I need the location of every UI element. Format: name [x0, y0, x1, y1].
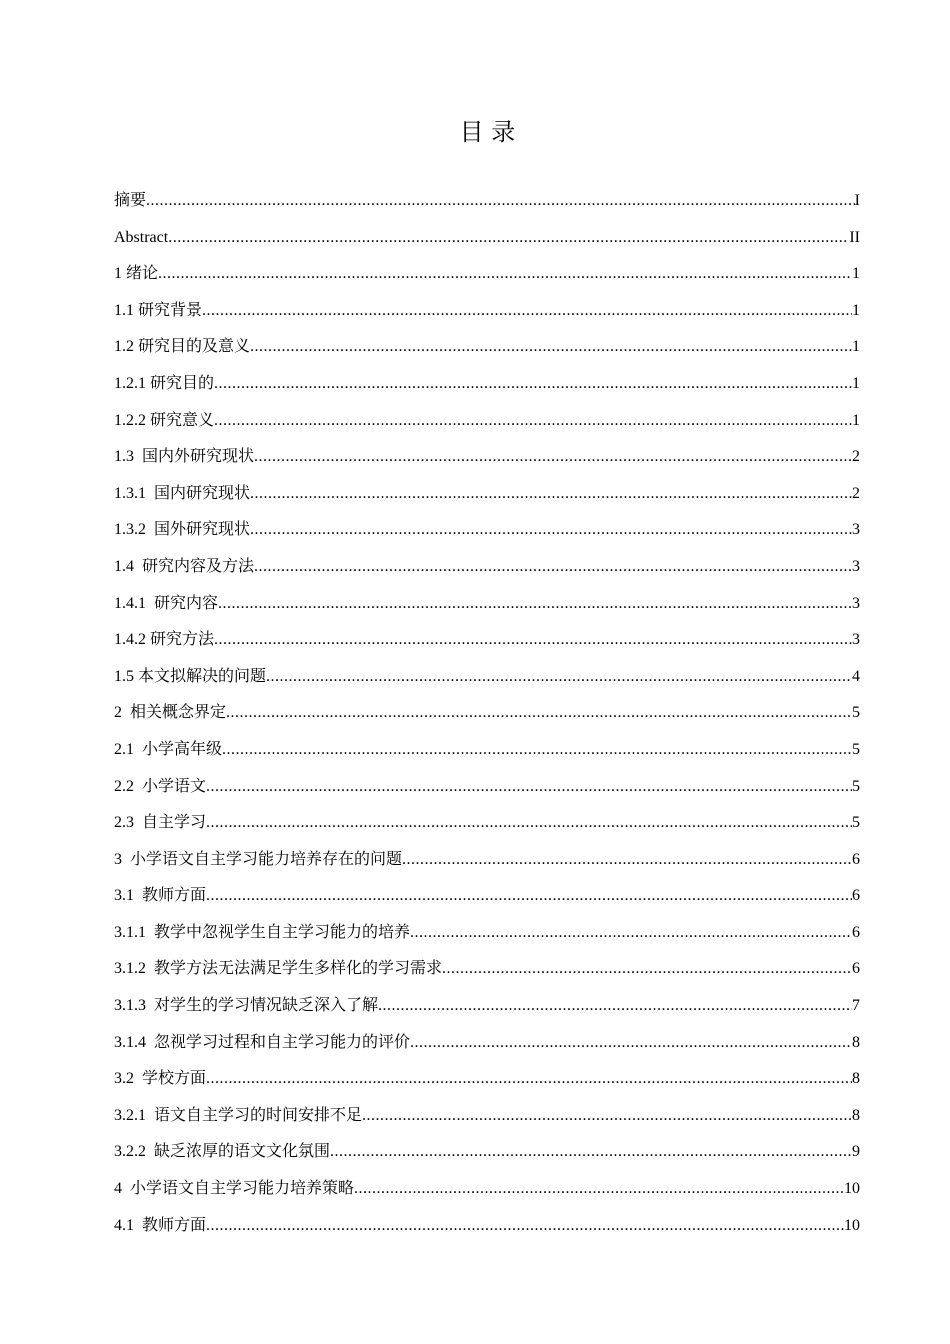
- toc-entry[interactable]: [114, 1098, 860, 1135]
- toc-entry-page-number: 3: [852, 594, 860, 612]
- toc-entry-page-number: 3: [852, 631, 860, 649]
- toc-entry-page-number: 2: [852, 484, 860, 502]
- toc-entry-label: 1.2 研究目的及意义: [114, 338, 251, 356]
- toc-entry-page-number: 8: [852, 1070, 860, 1088]
- toc-entry-page-number: 7: [852, 997, 860, 1015]
- toc-entry-page-number: 4: [852, 667, 860, 685]
- toc-entry-page-number: 10: [844, 1216, 860, 1234]
- toc-dot-leader: [378, 988, 852, 1025]
- toc-entry[interactable]: [114, 549, 860, 586]
- toc-entry-label: 1.4.2 研究方法: [114, 631, 215, 649]
- toc-entry-page-number: II: [849, 228, 860, 246]
- toc-entry-label: 1.1 研究背景: [114, 301, 203, 319]
- toc-entry[interactable]: [114, 183, 860, 220]
- toc-entry[interactable]: [114, 915, 860, 952]
- page-title: 目 录: [459, 118, 516, 146]
- toc-dot-leader: [226, 695, 852, 732]
- toc-dot-leader: [206, 805, 852, 842]
- toc-entry-label: Abstract: [114, 228, 169, 246]
- toc-dot-leader: [146, 183, 855, 220]
- toc-entry[interactable]: [114, 512, 860, 549]
- toc-entry[interactable]: [114, 366, 860, 403]
- toc-dot-leader: [410, 915, 852, 952]
- toc-entry-page-number: 5: [852, 814, 860, 832]
- toc-entry-label: 4 小学语文自主学习能力培养策略: [114, 1180, 355, 1198]
- toc-entry-page-number: 3: [852, 557, 860, 575]
- toc-dot-leader: [250, 476, 852, 513]
- toc-entry[interactable]: [114, 476, 860, 513]
- toc-entry-label: 1.3.1 国内研究现状: [114, 484, 251, 502]
- toc-entry-label: 2.2 小学语文: [114, 777, 207, 795]
- toc-dot-leader: [442, 951, 852, 988]
- toc-dot-leader: [250, 512, 852, 549]
- toc-entry-page-number: 1: [852, 374, 860, 392]
- toc-entry-label: 4.1 教师方面: [114, 1216, 207, 1234]
- toc-entry[interactable]: [114, 1134, 860, 1171]
- toc-entry-label: 3.1.4 忽视学习过程和自主学习能力的评价: [114, 1033, 411, 1051]
- toc-entry-label: 1 绪论: [114, 265, 159, 283]
- toc-entry-label: 3.1.3 对学生的学习情况缺乏深入了解: [114, 997, 379, 1015]
- toc-entry-page-number: 10: [844, 1180, 860, 1198]
- toc-entry-label: 2 相关概念界定: [114, 704, 227, 722]
- toc-entry-page-number: 3: [852, 521, 860, 539]
- toc-entry-page-number: 6: [852, 850, 860, 868]
- toc-entry-label: 1.2.2 研究意义: [114, 411, 215, 429]
- toc-entry-label: 2.1 小学高年级: [114, 740, 223, 758]
- toc-entry[interactable]: [114, 329, 860, 366]
- toc-dot-leader: [362, 1098, 852, 1135]
- toc-dot-leader: [214, 403, 852, 440]
- toc-entry-label: 摘要: [114, 192, 147, 209]
- toc-entry-label: 3.2.1 语文自主学习的时间安排不足: [114, 1106, 363, 1124]
- toc-dot-leader: [206, 769, 852, 806]
- toc-dot-leader: [206, 878, 852, 915]
- toc-entry-page-number: 1: [852, 411, 860, 429]
- toc-entry-label: 3 小学语文自主学习能力培养存在的问题: [114, 850, 403, 868]
- toc-entry[interactable]: [114, 988, 860, 1025]
- toc-entry[interactable]: [114, 586, 860, 623]
- toc-entry-label: 3.1.1 教学中忽视学生自主学习能力的培养: [114, 923, 411, 941]
- toc-entry-page-number: 9: [852, 1143, 860, 1161]
- toc-entry-page-number: 5: [852, 740, 860, 758]
- toc-entry-label: 1.4.1 研究内容: [114, 594, 219, 612]
- toc-dot-leader: [410, 1025, 852, 1062]
- toc-dot-leader: [206, 1061, 852, 1098]
- table-of-contents: [114, 183, 860, 1244]
- toc-entry[interactable]: [114, 951, 860, 988]
- toc-dot-leader: [250, 329, 852, 366]
- toc-dot-leader: [266, 659, 852, 696]
- toc-entry[interactable]: [114, 403, 860, 440]
- toc-entry[interactable]: [114, 256, 860, 293]
- toc-entry-label: 3.1 教师方面: [114, 887, 207, 905]
- toc-entry[interactable]: [114, 220, 860, 257]
- toc-dot-leader: [168, 220, 849, 257]
- toc-entry-label: 1.3.2 国外研究现状: [114, 521, 251, 539]
- toc-entry[interactable]: [114, 439, 860, 476]
- toc-dot-leader: [202, 293, 852, 330]
- toc-entry-page-number: 1: [852, 301, 860, 319]
- toc-entry-page-number: 5: [852, 704, 860, 722]
- toc-entry-label: 3.2 学校方面: [114, 1070, 207, 1088]
- toc-entry-label: 1.3 国内外研究现状: [114, 448, 255, 466]
- toc-dot-leader: [254, 549, 852, 586]
- toc-entry[interactable]: [114, 293, 860, 330]
- toc-entry-page-number: I: [854, 192, 860, 209]
- toc-entry-page-number: 2: [852, 448, 860, 466]
- toc-entry[interactable]: [114, 1171, 860, 1208]
- toc-dot-leader: [222, 732, 852, 769]
- toc-dot-leader: [158, 256, 852, 293]
- toc-dot-leader: [206, 1208, 844, 1245]
- toc-entry[interactable]: [114, 1061, 860, 1098]
- toc-dot-leader: [330, 1134, 852, 1171]
- toc-entry-page-number: 6: [852, 923, 860, 941]
- toc-entry[interactable]: [114, 1208, 860, 1245]
- toc-entry-label: 1.5 本文拟解决的问题: [114, 667, 267, 685]
- toc-entry-page-number: 8: [852, 1033, 860, 1051]
- toc-dot-leader: [354, 1171, 844, 1208]
- toc-entry-page-number: 8: [852, 1106, 860, 1124]
- toc-entry-page-number: 1: [852, 338, 860, 356]
- toc-entry[interactable]: [114, 695, 860, 732]
- toc-dot-leader: [214, 622, 852, 659]
- toc-entry-page-number: 1: [852, 265, 860, 283]
- toc-entry-label: 1.2.1 研究目的: [114, 374, 215, 392]
- toc-entry[interactable]: [114, 878, 860, 915]
- toc-entry[interactable]: [114, 732, 860, 769]
- toc-entry-label: 1.4 研究内容及方法: [114, 557, 255, 575]
- toc-entry-label: 3.1.2 教学方法无法满足学生多样化的学习需求: [114, 960, 443, 978]
- toc-dot-leader: [218, 586, 852, 623]
- toc-entry[interactable]: [114, 1025, 860, 1062]
- toc-entry[interactable]: [114, 805, 860, 842]
- toc-entry-page-number: 5: [852, 777, 860, 795]
- toc-dot-leader: [402, 842, 852, 879]
- toc-dot-leader: [214, 366, 852, 403]
- toc-entry-label: 3.2.2 缺乏浓厚的语文文化氛围: [114, 1143, 331, 1161]
- toc-entry-page-number: 6: [852, 887, 860, 905]
- toc-entry[interactable]: [114, 659, 860, 696]
- toc-entry[interactable]: [114, 842, 860, 879]
- toc-entry-label: 2.3 自主学习: [114, 814, 207, 832]
- toc-entry-page-number: 6: [852, 960, 860, 978]
- toc-entry[interactable]: [114, 622, 860, 659]
- toc-entry[interactable]: [114, 769, 860, 806]
- toc-dot-leader: [254, 439, 852, 476]
